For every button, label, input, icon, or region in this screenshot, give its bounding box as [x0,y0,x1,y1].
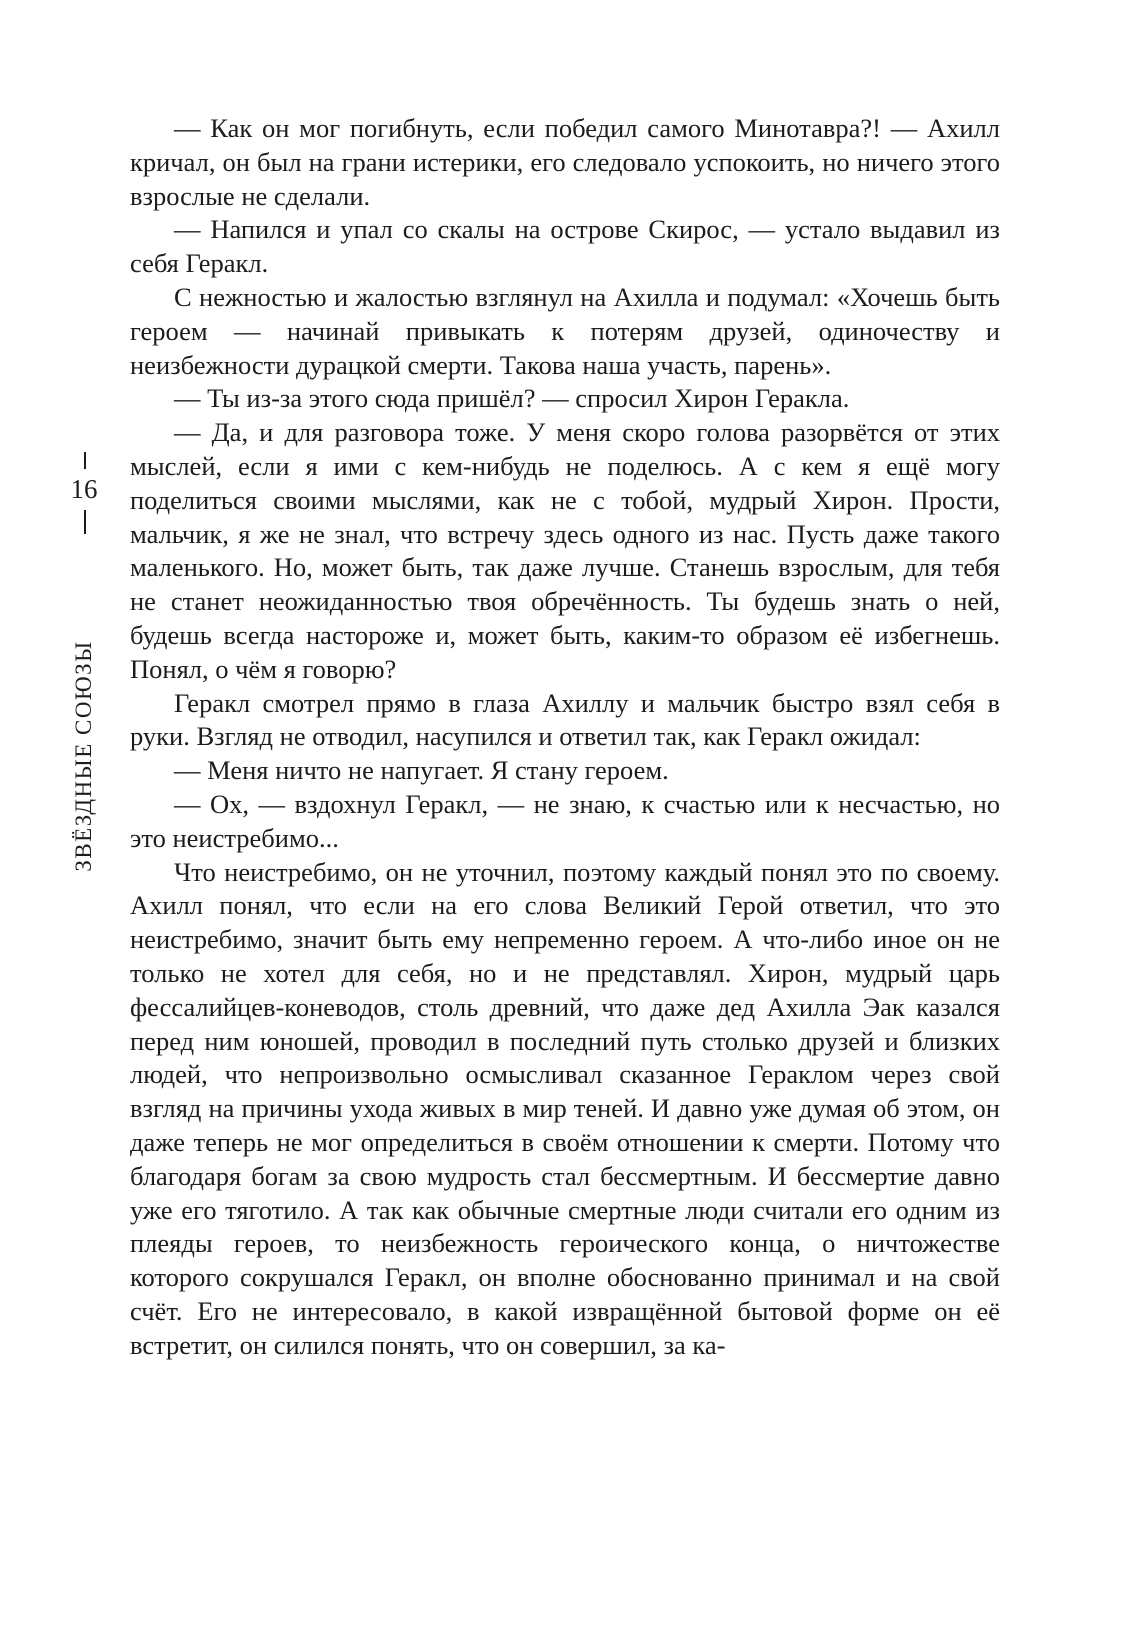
margin-rule-top [84,452,86,469]
paragraph: — Да, и для разговора тоже. У меня скоро голова разорвётся от этих мыслей, если я ими с кем-нибудь не поделюсь. А с кем я ещё могу поделиться своими мыслями, как не с тобой, мудрый Хирон. Прости, мальчик, я же не знал, что встречу здесь одного из нас. Пусть даже такого маленького. Но, может быть, так даже лучше. Станешь взрослым, для тебя не станет неожиданностью твоя обречённость. Ты будешь знать о ней, будешь всегда настороже и, может быть, каким-то образом её избегнешь. Понял, о чём я говорю? [130,417,1000,684]
page-number: 16 [70,474,98,504]
paragraph: Геракл смотрел прямо в глаза Ахиллу и мальчик быстро взял себя в руки. Взгляд не отводил, насупился и ответил так, как Геракл ожидал: [130,687,1000,752]
page-margin [58,452,108,872]
paragraph: Что неистребимо, он не уточнил, поэтому каждый понял это по своему. Ахилл понял, что если на его слова Великий Герой ответил, что это неистребимо, значит быть ему непременно героем. А что-либо иное он не только не хотел для себя, но и не представлял. Хирон, мудрый царь фессалийцев-коневодов, столь древний, что даже дед Ахилла Эак казался перед ним юношей, проводил в последний путь столько друзей и близких людей, что непроизвольно осмысливал сказанное Гераклом через свой взгляд на причины ухода живых в мир теней. И давно уже думая об этом, он даже теперь не мог определиться в своём отношении к смерти. Потому что благодаря богам за свою мудрость стал бессмертным. И бессмертие давно уже его тяготило. А так как обычные смертные люди считали его одним из плеяды героев, то неизбежность героического конца, о ничтожестве которого сокрушался Геракл, он вполне обоснованно принимал и на свой счёт. Его не интересовало, в какой извращённой бытовой форме он её встретит, он силился понять, что он совершил, за ка- [130,856,1000,1360]
paragraph: — Меня ничто не напугает. Я стану героем. [174,755,669,786]
paragraph: — Ты из-за этого сюда пришёл? — спросил Хирон Геракла. [174,383,850,414]
paragraph: С нежностью и жалостью взглянул на Ахилла и подумал: «Хочешь быть героем — начинай привыкать к потерям друзей, одиночеству и неизбежности дурацкой смерти. Такова наша участь, парень». [130,281,1000,380]
paragraph: — Ох, — вздохнул Геракл, — не знаю, к счастью или к несчастью, но это неистребимо... [130,788,1000,853]
running-title: ЗВЁЗДНЫЕ СОЮЗЫ [71,640,96,872]
paragraph: — Напился и упал со скалы на острове Скирос, — устало выдавил из себя Геракл. [130,214,1000,279]
margin-rule-bottom [84,510,86,534]
body-text [130,112,1000,1362]
paragraph: — Как он мог погибнуть, если победил самого Минотавра?! — Ахилл кричал, он был на грани истерики, его следовало успокоить, но ничего этого взрослые не сделали. [130,113,1000,211]
